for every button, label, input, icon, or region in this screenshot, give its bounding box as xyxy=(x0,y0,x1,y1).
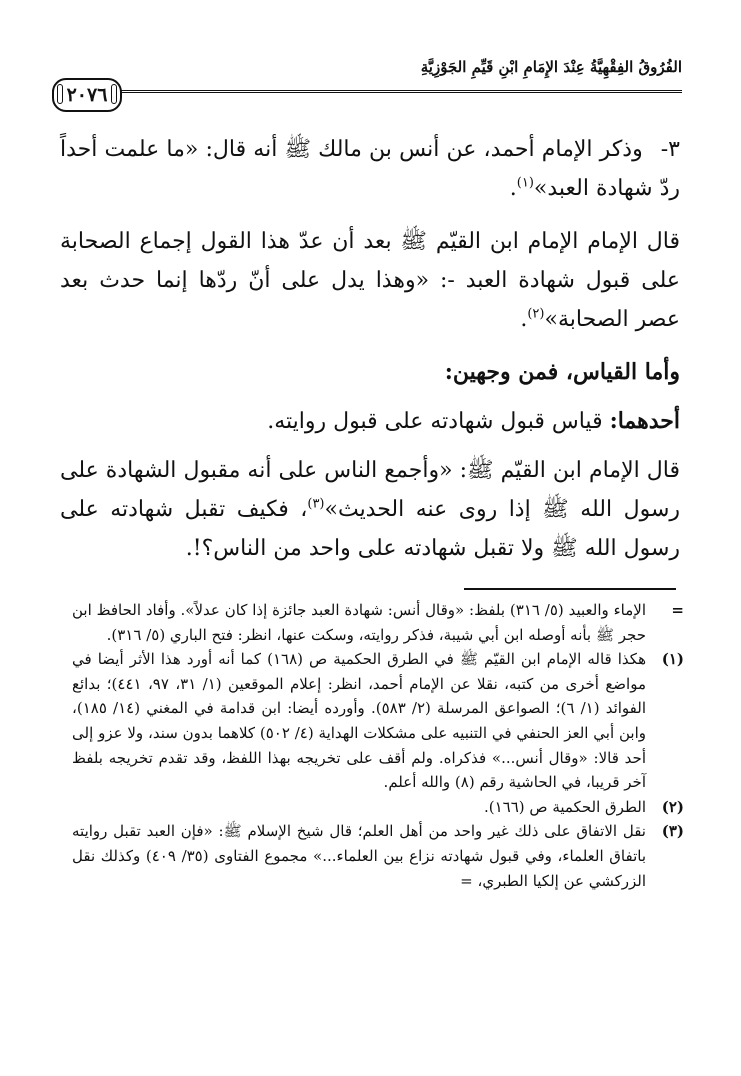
paragraph-analogy-heading xyxy=(60,353,680,392)
paragraph-text: قال الإمام ابن القيّم ﷺ: «وأجمع الناس على أنه مقبول الشهادة على رسول الله ﷺ إذا روى عنه الحديث» xyxy=(60,458,680,522)
footnote-separator xyxy=(464,588,676,590)
main-text xyxy=(60,130,680,582)
paragraph-text-continued: ، فكيف تقبل شهادته على رسول الله ﷺ ولا تقبل شهادته على واحد من الناس؟!. xyxy=(60,497,680,561)
paragraph-end: . xyxy=(520,307,528,332)
footnote-ref[interactable]: (١) xyxy=(516,175,534,191)
footnote-text: الإماء والعبيد (٥/ ٣١٦) بلفظ: «وقال أنس: شهادة العبد جائزة إذا كان عدلاً». وأفاد الحافظ ابن حجر ﷺ بأنه أوصله ابن أبي شيبة، فذكر روايته، وسكت عنها، انظر: فتح الباري (٥/ ٣١٦). xyxy=(72,601,646,644)
page-number-badge xyxy=(52,78,122,112)
paragraph-label: أحدهما: xyxy=(609,408,680,434)
footnote-text: نقل الاتفاق على ذلك غير واحد من أهل العلم؛ قال شيخ الإسلام ﷺ: «فإن العبد تقبل روايته باتفاق العلماء، وفي قبول شهادته نزاع بين العلماء...» مجموع الفتاوى (٣٥/ ٤٠٩) وكذلك نقل الزركشي عن إلكيا الطبري، = xyxy=(72,822,646,890)
paragraph-text: وذكر الإمام أحمد، عن أنس بن مالك ﷺ أنه قال: «ما علمت أحداً ردّ شهادة العبد» xyxy=(60,137,680,201)
paragraph-ibn-qayyim-consensus xyxy=(60,222,680,339)
footnote-2 xyxy=(72,795,684,820)
paragraph-text: قياس قبول شهادته على قبول روايته. xyxy=(267,409,603,434)
footnote-mark: (١) xyxy=(661,650,684,669)
footnote-ref[interactable]: (٢) xyxy=(527,306,545,322)
paragraph-item-3 xyxy=(60,130,680,208)
item-number: ٣- xyxy=(660,137,680,162)
paragraph-first-aspect xyxy=(60,402,680,441)
paragraph-narration-analogy xyxy=(60,451,680,568)
footnote-mark: (٢) xyxy=(661,797,684,816)
running-header xyxy=(52,52,682,110)
footnote-text: الطرق الحكمية ص (١٦٦). xyxy=(484,797,646,816)
footnote-continued xyxy=(72,598,684,647)
book-title: الفُرُوقُ الفِقْهِيَّةُ عِنْدَ الإِمَامِ ابْنِ قَيِّمِ الجَوْزِيَّةِ xyxy=(420,58,682,76)
footnote-3 xyxy=(72,819,684,893)
footnote-1 xyxy=(72,647,684,795)
footnote-text: هكذا قاله الإمام ابن القيّم ﷺ في الطرق الحكمية ص (١٦٨) كما أنه أورد هذا الأثر أيضا في مواضع أخرى من كتبه، نقلا عن الإمام أحمد، انظر: إعلام الموقعين (١/ ٣١، ٩٧، ٤٤١)؛ بدائع الفوائد (١/ ٦)؛ الصواعق المرسلة (٢/ ٥٨٣). وأورده أيضا: ابن قدامة في المغني (١٤/ ١٨٥)، وابن أبي العز الحنفي في التنبيه على مشكلات الهداية (٤/ ٥٠٢) كلاهما بدون سند، ولا عزو إلى أحد قالا: «وقال أنس...» فذكراه. ولم أقف على تخريجه بهذا اللفظ، وقد تقدم تخريجه بلفظ آخر قريبا، في الحاشية رقم (٨) والله أعلم. xyxy=(72,650,646,792)
paragraph-text: وأما القياس، فمن وجهين: xyxy=(444,359,680,385)
footnote-mark: (٣) xyxy=(661,822,684,841)
header-rule xyxy=(52,90,682,93)
footnotes xyxy=(72,598,684,893)
footnote-mark: = xyxy=(671,601,684,619)
page-number: ٢٠٧٦ xyxy=(66,84,108,106)
footnote-ref[interactable]: (٣) xyxy=(307,496,325,512)
paragraph-text: قال الإمام الإمام ابن القيّم ﷺ بعد أن عدّ هذا القول إجماع الصحابة على قبول شهادة العبد -: «وهذا يدل على أنّ ردّها إنما حدث بعد عصر الصحابة» xyxy=(60,229,680,332)
paragraph-end: . xyxy=(509,176,517,201)
